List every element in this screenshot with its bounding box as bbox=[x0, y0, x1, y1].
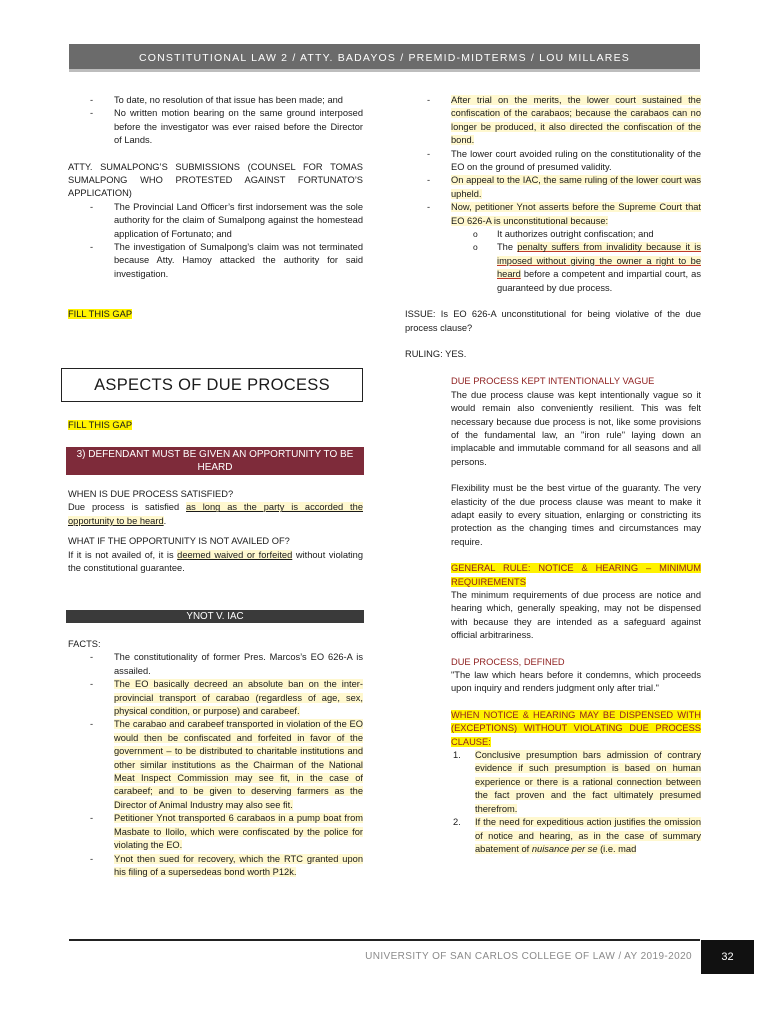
footer-rule bbox=[69, 939, 700, 941]
question-heading: WHEN IS DUE PROCESS SATISFIED? bbox=[68, 489, 234, 499]
ruling-text: RULING: YES. bbox=[405, 348, 467, 359]
list-item: - The carabao and carabeef transported in violation of the EO would then be confiscated and forfeited in favor of the government – to be distributed to charitable institutions and other similar institutions as the Chairman of the National Meat Inspect Commission may see fit, in the case of carabeef; and to be given to deserving farmers as the Director of Animal Industry may also see fit. bbox=[114, 718, 363, 812]
answer-text: Due process is satisfied as long as the party is accorded the opportunity to be heard. bbox=[68, 502, 363, 526]
case-banner: YNOT V. IAC bbox=[66, 610, 364, 623]
issue-text: ISSUE: Is EO 626-A unconstitutional for being violative of the due process clause? bbox=[405, 309, 701, 333]
list-item: - Petitioner Ynot transported 6 carabaos in a pump boat from Masbate to Iloilo, which were confiscated by the police for violating the EO. bbox=[114, 812, 363, 852]
list-item: - The investigation of Sumalpong’s claim was not terminated because Atty. Hamoy attacked the authority for said investigation. bbox=[114, 241, 363, 281]
facts-continued-list bbox=[405, 94, 701, 228]
list-item: o It authorizes outright confiscation; and bbox=[497, 228, 701, 241]
list-item: - Now, petitioner Ynot asserts before the Supreme Court that EO 626-A is unconstitutional because: bbox=[451, 201, 701, 228]
question-heading: WHAT IF THE OPPORTUNITY IS NOT AVAILED OF? bbox=[68, 536, 290, 547]
list-item: - The Provincial Land Officer’s first indorsement was the sole authority for the claim of Sumalpong against the homestead application of Fortunato; and bbox=[114, 201, 363, 241]
subheading-general-rule: GENERAL RULE: NOTICE & HEARING – MINIMUM REQUIREMENTS bbox=[451, 563, 701, 587]
list-item: o The penalty suffers from invalidity because it is imposed without giving the owner a right to be heard before a competent and impartial court, as guaranteed by due process. bbox=[497, 241, 701, 295]
due-process-qa bbox=[68, 488, 363, 575]
section-title: ASPECTS OF DUE PROCESS bbox=[61, 368, 363, 402]
page-header: CONSTITUTIONAL LAW 2 / ATTY. BADAYOS / PREMID-MIDTERMS / LOU MILLARES bbox=[69, 44, 700, 72]
page-number: 32 bbox=[701, 940, 754, 974]
banner-defendant-heard: 3) DEFENDANT MUST BE GIVEN AN OPPORTUNITY TO BE HEARD bbox=[66, 447, 364, 475]
paragraph: The minimum requirements of due process are notice and hearing which, generally speaking, may not be dispensed with because they are intended as a safeguard against official arbitrariness. bbox=[451, 590, 701, 641]
list-item: - The lower court avoided ruling on the constitutionality of the EO on the ground of presumed validity. bbox=[451, 148, 701, 175]
list-item: - No written motion bearing on the same ground interposed before the investigator was ever raised before the Director of Lands. bbox=[114, 107, 363, 147]
subheading-defined: DUE PROCESS, DEFINED bbox=[451, 656, 565, 667]
list-item: - Ynot then sued for recovery, which the RTC granted upon his filing of a supersedeas bond worth P12k. bbox=[114, 853, 363, 880]
sub-list bbox=[405, 228, 701, 295]
paragraph: The due process clause was kept intentionally vague so it would remain also conveniently resilient. This was felt necessary because due process is not, like some provisions of the fundamental law, an "iron rule" laying down an implacable and immutable command for all seasons and all persons. bbox=[451, 389, 701, 467]
sumalpong-bullet-list bbox=[68, 201, 363, 281]
list-item: - After trial on the merits, the lower court sustained the confiscation of the carabaos; because the carabaos can no longer be produced, it also directed the confiscation of the bond. bbox=[451, 94, 701, 148]
left-column bbox=[68, 94, 363, 322]
list-item: If the need for expeditious action justifies the omission of notice and hearing, as in the case of summary abatement of nuisance per se (i.e. mad bbox=[475, 817, 701, 854]
list-item: - To date, no resolution of that issue has been made; and bbox=[114, 94, 363, 107]
subheading-vague: DUE PROCESS KEPT INTENTIONALLY VAGUE bbox=[451, 376, 655, 387]
facts-list bbox=[68, 651, 363, 879]
answer-text: If it is not availed of, it is deemed waived or forfeited without violating the constitutional guarantee. bbox=[68, 549, 363, 574]
subheading-exceptions: WHEN NOTICE & HEARING MAY BE DISPENSED WITH (EXCEPTIONS) WITHOUT VIOLATING DUE PROCESS CLAUSE: bbox=[451, 709, 701, 747]
list-item: Conclusive presumption bars admission of contrary evidence if such presumption is based on human experience or there is a rational connection between the fact proven and the fact ultimately presumed therefrom. bbox=[475, 750, 701, 814]
sumalpong-heading: ATTY. SUMALPONG’S SUBMISSIONS (COUNSEL FOR TOMAS SUMALPONG WHO PROTESTED AGAINST FORTUNATO’S APPLICATION) bbox=[68, 161, 363, 199]
paragraph: "The law which hears before it condemns, which proceeds upon inquiry and renders judgment only after trial." bbox=[451, 670, 701, 694]
right-column bbox=[405, 94, 701, 856]
ruling-body bbox=[405, 375, 701, 856]
footer-text: UNIVERSITY OF SAN CARLOS COLLEGE OF LAW / AY 2019-2020 bbox=[365, 951, 692, 962]
fill-gap-note: FILL THIS GAP bbox=[68, 309, 133, 320]
list-item: - On appeal to the IAC, the same ruling of the lower court was upheld. bbox=[451, 174, 701, 201]
list-item: - The constitutionality of former Pres. Marcos’s EO 626-A is assailed. bbox=[114, 651, 363, 678]
facts-label: FACTS: bbox=[68, 639, 101, 649]
top-bullet-list bbox=[68, 94, 363, 148]
exceptions-list bbox=[451, 749, 701, 856]
paragraph: Flexibility must be the best virtue of the guaranty. The very elasticity of the due process clause was meant to make it adapt easily to every situation, enlarging or constricting its protection as the changing times and circumstances may require. bbox=[451, 483, 701, 547]
fill-gap-note: FILL THIS GAP bbox=[68, 420, 133, 430]
list-item: - The EO basically decreed an absolute ban on the inter-provincial transport of carabao (regardless of age, sex, physical condition, or purpose) and carabeef. bbox=[114, 678, 363, 718]
facts-section bbox=[68, 638, 363, 879]
